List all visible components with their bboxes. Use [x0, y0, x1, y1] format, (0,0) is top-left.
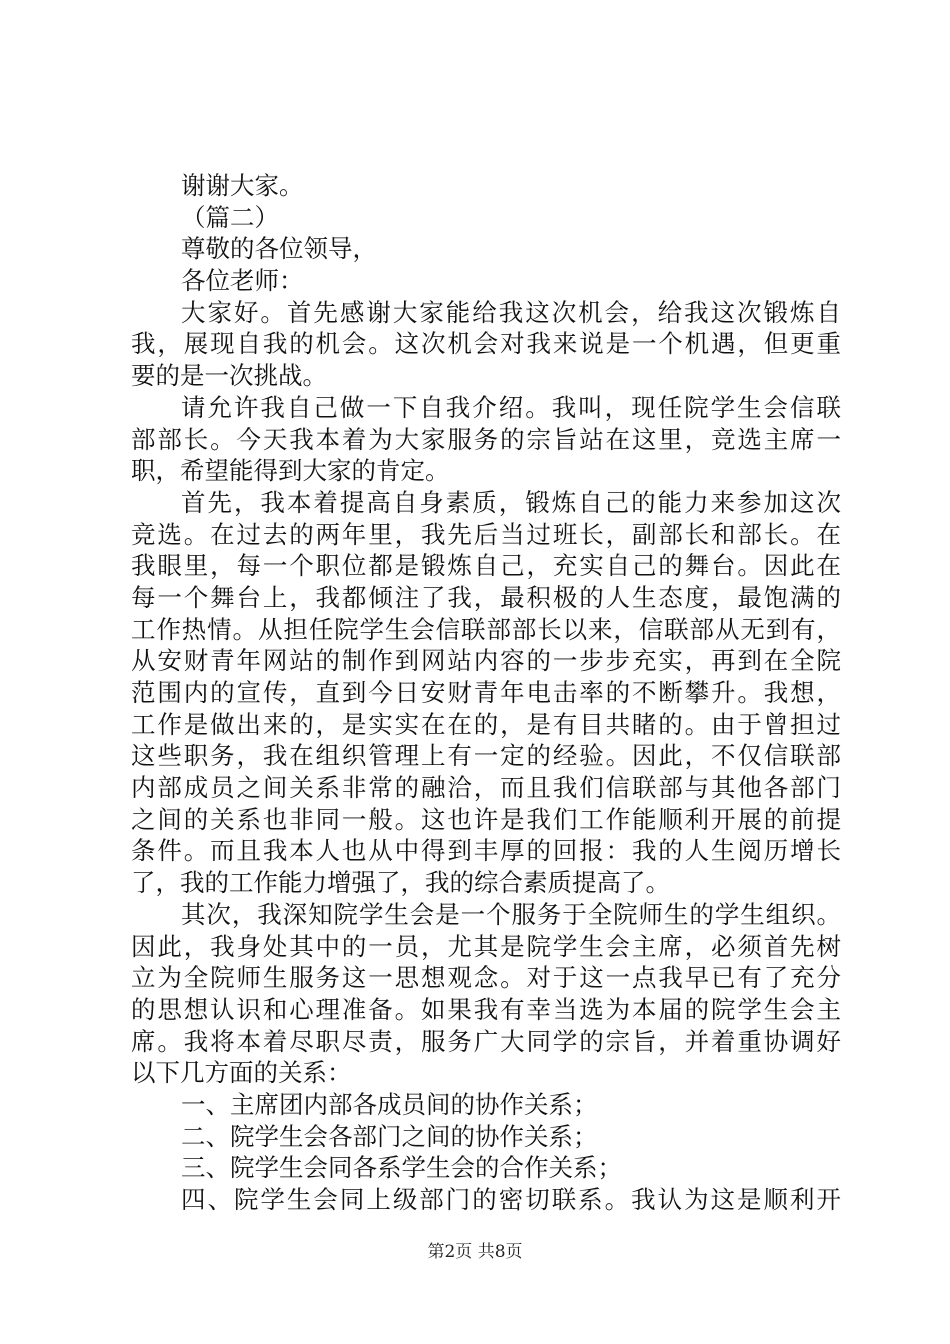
text-line: 尊敬的各位领导， — [181, 234, 377, 264]
text-line: 席。我将本着尽职尽责，服务广大同学的宗旨，并着重协调好 — [131, 1026, 841, 1056]
text-line: 竞选。在过去的两年里，我先后当过班长，副部长和部长。在 — [131, 519, 841, 549]
text-line: 大家好。首先感谢大家能给我这次机会，给我这次锻炼自 — [181, 297, 841, 327]
text-line: 因此，我身处其中的一员，尤其是院学生会主席，必须首先树 — [131, 931, 841, 961]
text-line: （篇二） — [181, 202, 279, 232]
text-line: 每一个舞台上，我都倾注了我，最积极的人生态度，最饱满的 — [131, 582, 841, 612]
page-footer: 第2页 共8页 — [427, 1242, 523, 1262]
text-line: 谢谢大家。 — [181, 171, 304, 200]
text-line: 工作热情。从担任院学生会信联部部长以来，信联部从无到有， — [131, 614, 841, 644]
text-line: 各位老师： — [181, 266, 304, 296]
text-line: 工作是做出来的，是实实在在的，是有目共睹的。由于曾担过 — [131, 709, 841, 739]
text-line: 的思想认识和心理准备。如果我有幸当选为本届的院学生会主 — [131, 994, 841, 1024]
text-line: 二、院学生会各部门之间的协作关系； — [181, 1121, 598, 1151]
text-line: 范围内的宣传，直到今日安财青年电击率的不断攀升。我想， — [131, 678, 841, 707]
text-line: 职，希望能得到大家的肯定。 — [131, 456, 450, 486]
text-line: 其次，我深知院学生会是一个服务于全院师生的学生组织。 — [181, 899, 841, 929]
text-line: 这些职务，我在组织管理上有一定的经验。因此，不仅信联部 — [131, 741, 841, 771]
text-line: 了，我的工作能力增强了，我的综合素质提高了。 — [131, 868, 670, 898]
text-line: 四、院学生会同上级部门的密切联系。我认为这是顺利开 — [181, 1185, 841, 1214]
text-line: 我，展现自我的机会。这次机会对我来说是一个机遇，但更重 — [131, 329, 841, 359]
text-line: 内部成员之间关系非常的融洽，而且我们信联部与其他各部门 — [131, 773, 841, 803]
text-line: 我眼里，每一个职位都是锻炼自己，充实自己的舞台。因此在 — [131, 551, 841, 581]
text-line: 三、院学生会同各系学生会的合作关系； — [181, 1153, 622, 1183]
text-line: 条件。而且我本人也从中得到丰厚的回报：我的人生阅历增长 — [131, 836, 841, 866]
text-line: 一、主席团内部各成员间的协作关系； — [181, 1089, 598, 1119]
text-line: 请允许我自己做一下自我介绍。我叫，现任院学生会信联 — [181, 392, 841, 422]
text-line: 之间的关系也非同一般。这也许是我们工作能顺利开展的前提 — [131, 804, 841, 834]
text-line: 部部长。今天我本着为大家服务的宗旨站在这里，竞选主席一 — [131, 424, 841, 454]
text-line: 首先，我本着提高自身素质，锻炼自己的能力来参加这次 — [181, 487, 841, 517]
text-line: 从安财青年网站的制作到网站内容的一步步充实，再到在全院 — [131, 646, 841, 676]
document-body — [131, 170, 841, 1216]
text-line: 以下几方面的关系： — [131, 1058, 352, 1088]
text-line: 立为全院师生服务这一思想观念。对于这一点我早已有了充分 — [131, 963, 841, 993]
text-line: 要的是一次挑战。 — [131, 361, 327, 391]
